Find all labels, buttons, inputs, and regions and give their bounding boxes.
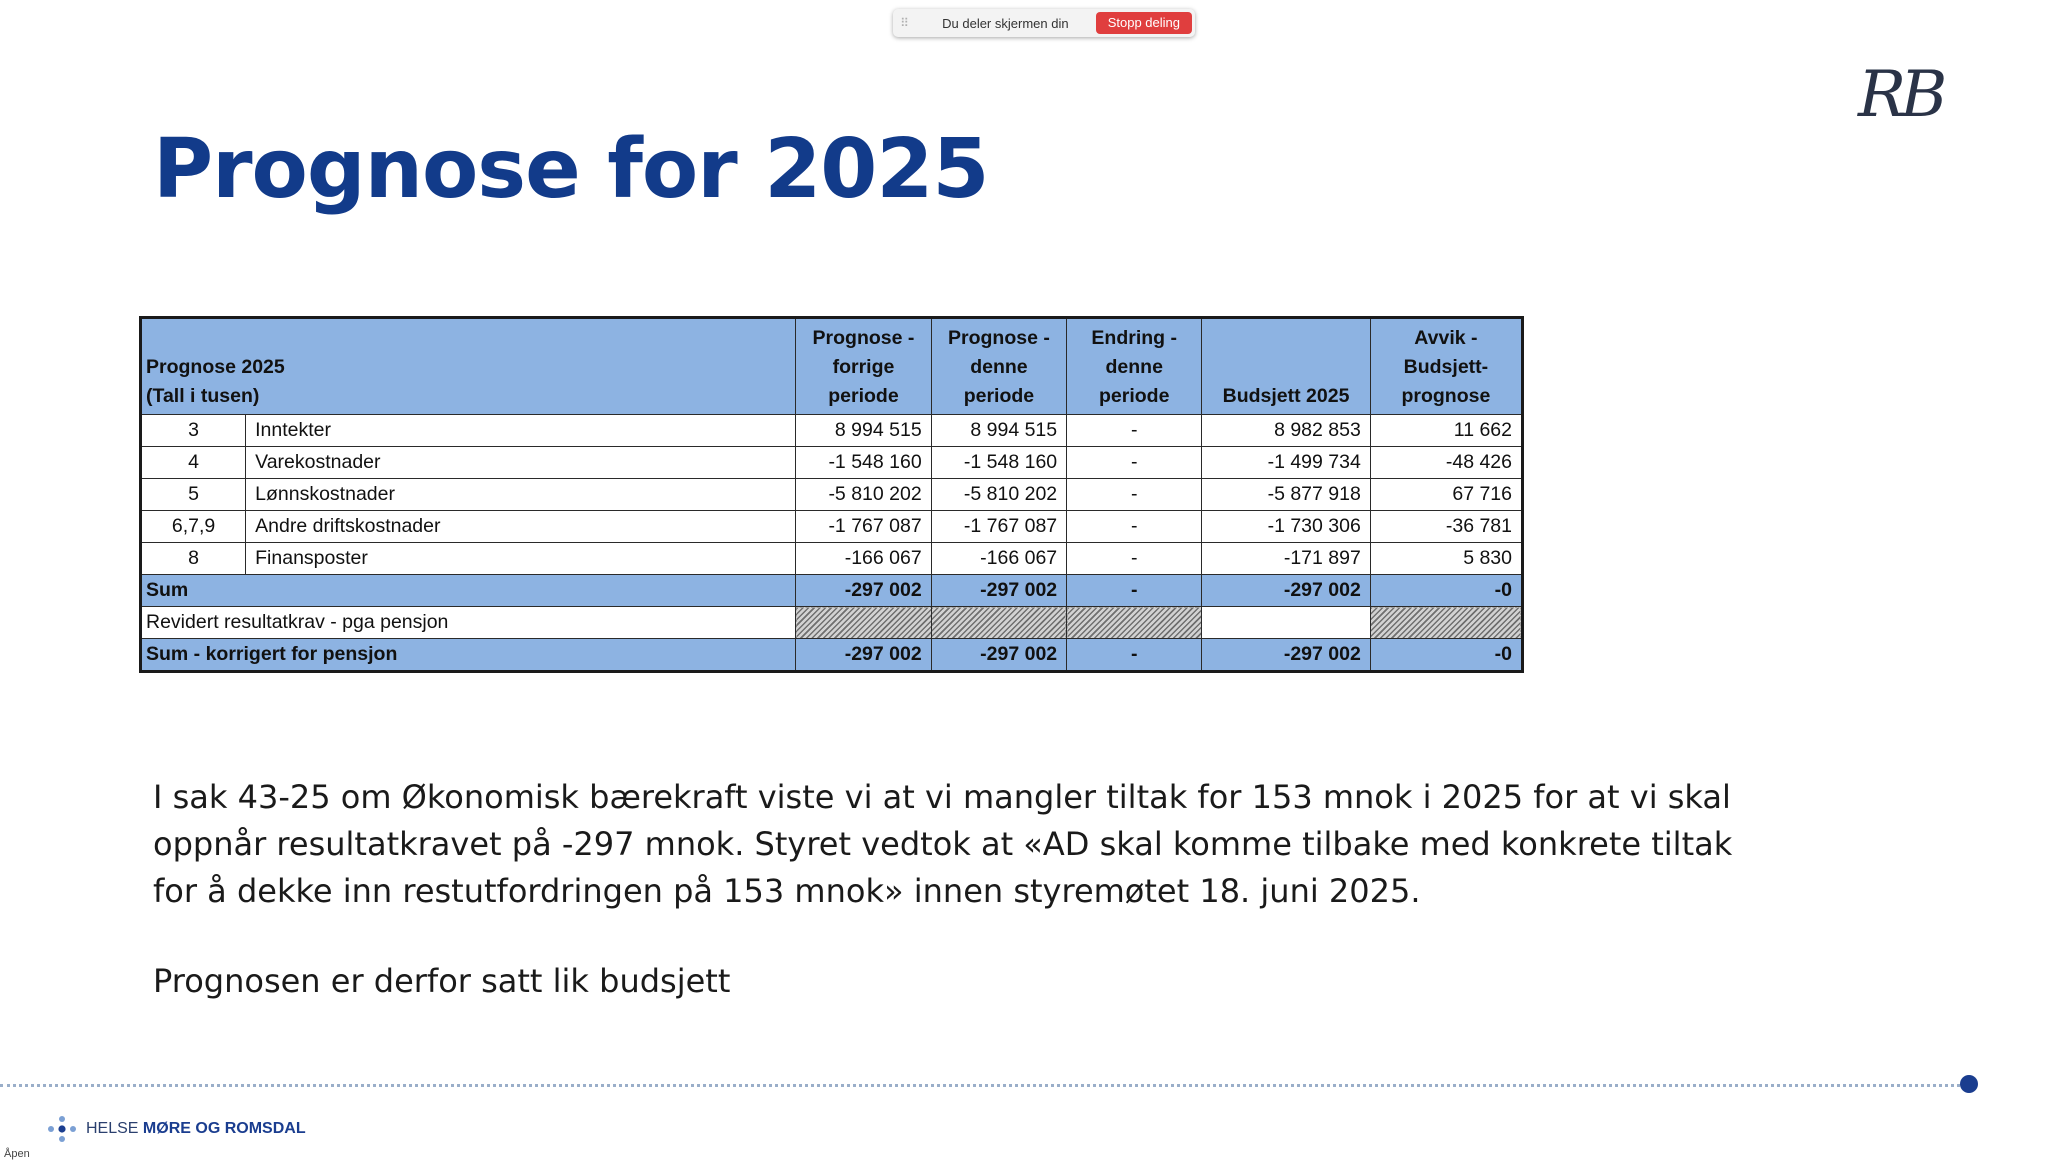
empty-cell <box>1202 607 1371 639</box>
sum-adjusted-deviation: -0 <box>1370 639 1522 672</box>
header-curr-forecast: Prognose - denne periode <box>931 318 1066 415</box>
cell-budget: -1 499 734 <box>1202 447 1371 479</box>
helse-dots-icon <box>46 1114 78 1144</box>
cell-curr: -166 067 <box>931 543 1066 575</box>
table-row <box>141 479 1523 511</box>
cell-prev: 8 994 515 <box>796 415 931 447</box>
table-row <box>141 415 1523 447</box>
drag-handle-icon[interactable]: ⠿ <box>900 16 908 30</box>
classification-label: Åpen <box>4 1148 30 1160</box>
cell-deviation: -48 426 <box>1370 447 1522 479</box>
table-row <box>141 447 1523 479</box>
footer-org-name: HELSE MØRE OG ROMSDAL <box>86 1120 306 1137</box>
cell-change: - <box>1067 543 1202 575</box>
header-prev-forecast: Prognose - forrige periode <box>796 318 931 415</box>
sum-adjusted-curr: -297 002 <box>931 639 1066 672</box>
footer-divider <box>0 1084 1967 1087</box>
cell-curr: -1 548 160 <box>931 447 1066 479</box>
sum-change: - <box>1067 575 1202 607</box>
sum-adjusted-budget: -297 002 <box>1202 639 1371 672</box>
share-status-label: Du deler skjermen din <box>942 15 1069 31</box>
cell-change: - <box>1067 511 1202 543</box>
cell-deviation: 67 716 <box>1370 479 1522 511</box>
cell-prev: -1 548 160 <box>796 447 931 479</box>
row-label: Lønnskostnader <box>246 479 796 511</box>
sum-prev: -297 002 <box>796 575 931 607</box>
header-deviation: Avvik - Budsjett- prognose <box>1370 318 1522 415</box>
row-label: Varekostnader <box>246 447 796 479</box>
row-label: Inntekter <box>246 415 796 447</box>
hatched-cell <box>1370 607 1522 639</box>
cell-curr: -1 767 087 <box>931 511 1066 543</box>
cell-budget: -1 730 306 <box>1202 511 1371 543</box>
sum-curr: -297 002 <box>931 575 1066 607</box>
cell-budget: -5 877 918 <box>1202 479 1371 511</box>
body-paragraph-2: Prognosen er derfor satt lik budsjett <box>153 962 731 1000</box>
cell-change: - <box>1067 479 1202 511</box>
hatched-cell <box>796 607 931 639</box>
forecast-table <box>139 316 1524 673</box>
sum-label: Sum <box>141 575 796 607</box>
cell-prev: -1 767 087 <box>796 511 931 543</box>
cell-prev: -166 067 <box>796 543 931 575</box>
footer-org-logo <box>46 1114 306 1144</box>
header-forecast-label: Prognose 2025 (Tall i tusen) <box>141 318 796 415</box>
revised-label: Revidert resultatkrav - pga pensjon <box>141 607 796 639</box>
cell-curr: -5 810 202 <box>931 479 1066 511</box>
cell-curr: 8 994 515 <box>931 415 1066 447</box>
cell-prev: -5 810 202 <box>796 479 931 511</box>
body-paragraph: I sak 43-25 om Økonomisk bærekraft viste vi at vi mangler tiltak for 153 mnok i 2025 for at vi skal oppnår resultatkravet på -297 mnok. Styret vedtok at «AD skal komme tilbake med konkrete tiltak for å dekke inn restutfordringen på 153 mnok» innen styremøtet 18. juni 2025. <box>153 778 1733 910</box>
slide-title: Prognose for 2025 <box>153 122 989 217</box>
sum-deviation: -0 <box>1370 575 1522 607</box>
cell-budget: -171 897 <box>1202 543 1371 575</box>
row-label: Andre driftskostnader <box>246 511 796 543</box>
screen-share-bar <box>893 9 1195 37</box>
table-row <box>141 543 1523 575</box>
row-code: 6,7,9 <box>141 511 246 543</box>
stop-sharing-button[interactable]: Stopp deling <box>1096 12 1192 34</box>
cell-change: - <box>1067 415 1202 447</box>
cell-deviation: -36 781 <box>1370 511 1522 543</box>
row-code: 8 <box>141 543 246 575</box>
sum-adjusted-row <box>141 639 1523 672</box>
header-change: Endring - denne periode <box>1067 318 1202 415</box>
row-label: Finansposter <box>246 543 796 575</box>
rb-logo: RB <box>1858 58 1942 132</box>
hatched-cell <box>1067 607 1202 639</box>
sum-adjusted-label: Sum - korrigert for pensjon <box>141 639 796 672</box>
cell-change: - <box>1067 447 1202 479</box>
row-code: 5 <box>141 479 246 511</box>
row-code: 4 <box>141 447 246 479</box>
sum-row <box>141 575 1523 607</box>
table-row <box>141 511 1523 543</box>
hatched-cell <box>931 607 1066 639</box>
cell-deviation: 11 662 <box>1370 415 1522 447</box>
footer-dot <box>1960 1075 1978 1093</box>
cell-deviation: 5 830 <box>1370 543 1522 575</box>
sum-adjusted-prev: -297 002 <box>796 639 931 672</box>
sum-budget: -297 002 <box>1202 575 1371 607</box>
row-code: 3 <box>141 415 246 447</box>
revised-row <box>141 607 1523 639</box>
sum-adjusted-change: - <box>1067 639 1202 672</box>
header-budget: Budsjett 2025 <box>1202 318 1371 415</box>
cell-budget: 8 982 853 <box>1202 415 1371 447</box>
